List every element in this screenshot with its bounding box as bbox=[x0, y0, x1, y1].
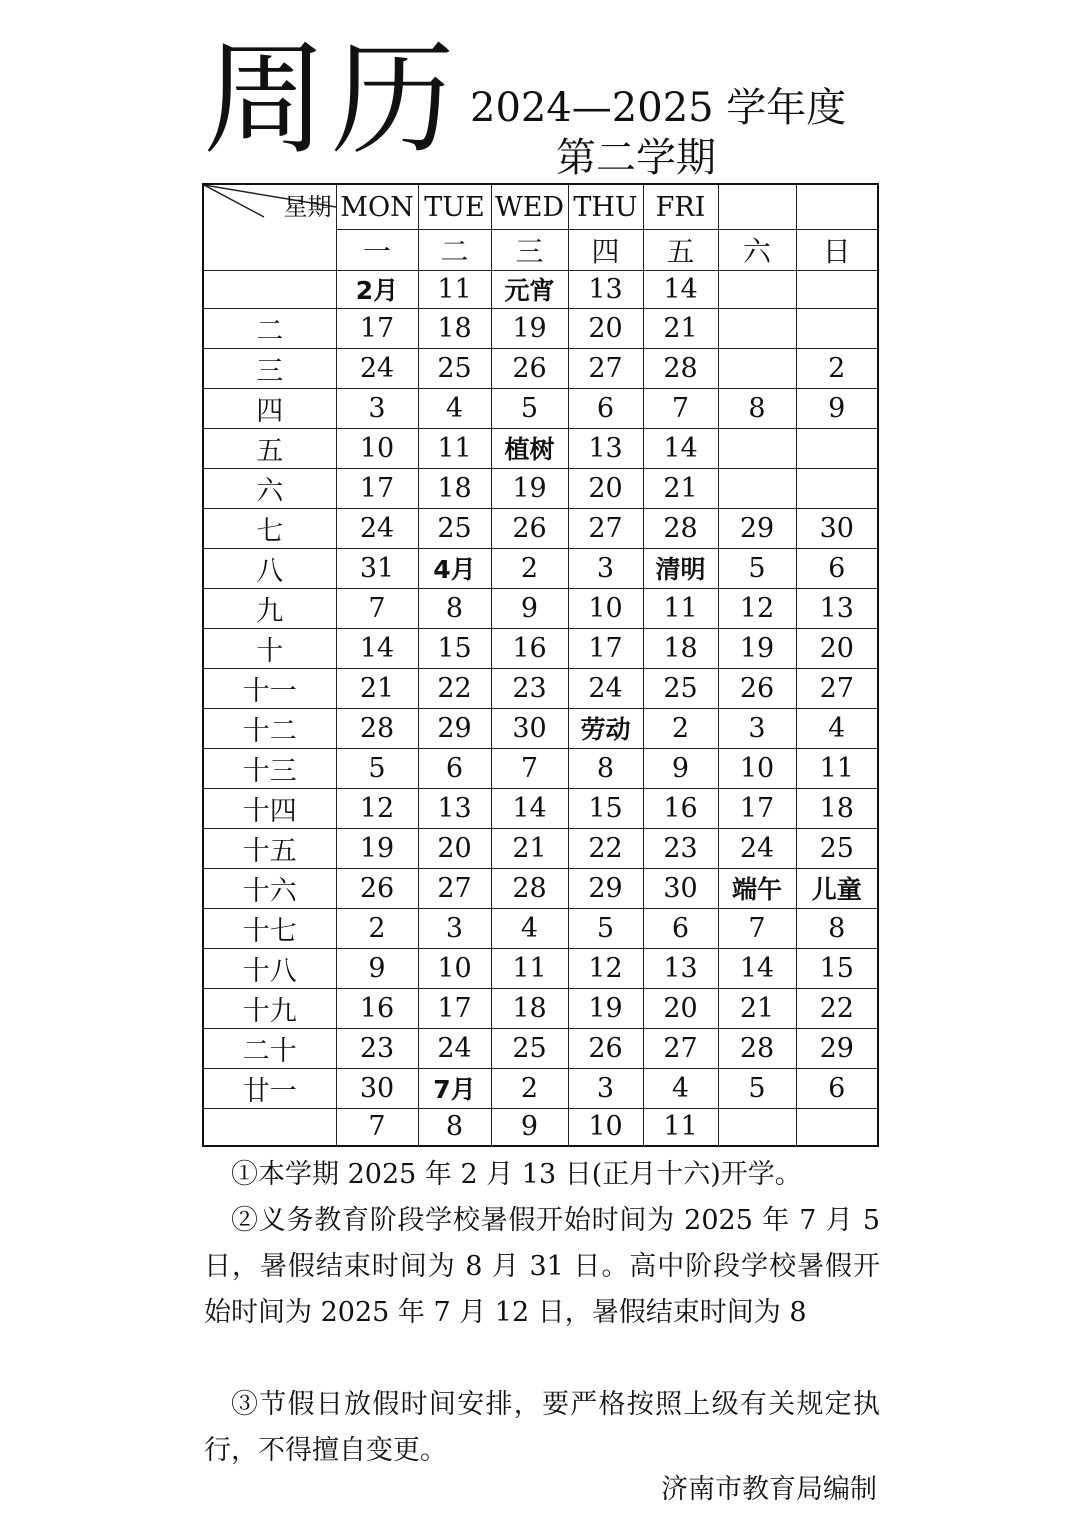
day-cn: 六 bbox=[718, 230, 796, 271]
week-number: 十七 bbox=[203, 908, 336, 948]
date-cell: 30 bbox=[643, 868, 718, 908]
date-cell: 16 bbox=[336, 988, 418, 1028]
date-cell: 22 bbox=[568, 828, 643, 868]
date-cell: 29 bbox=[718, 508, 796, 548]
corner-header bbox=[203, 184, 336, 271]
date-cell: 6 bbox=[568, 388, 643, 428]
date-cell: 9 bbox=[491, 1108, 568, 1146]
week-number bbox=[203, 271, 336, 309]
date-cell: 13 bbox=[643, 948, 718, 988]
note-3: ③节假日放假时间安排，要严格按照上级有关规定执行，不得擅自变更。 bbox=[204, 1389, 880, 1466]
date-cell: 元宵 bbox=[491, 271, 568, 309]
day-cn: 五 bbox=[643, 230, 718, 271]
date-cell bbox=[718, 348, 796, 388]
week-number: 十一 bbox=[203, 668, 336, 708]
date-cell: 14 bbox=[718, 948, 796, 988]
date-cell bbox=[718, 308, 796, 348]
date-cell bbox=[718, 468, 796, 508]
day-cn: 一 bbox=[336, 230, 418, 271]
date-cell: 24 bbox=[568, 668, 643, 708]
date-cell: 25 bbox=[418, 348, 491, 388]
week-number: 七 bbox=[203, 508, 336, 548]
date-cell: 19 bbox=[491, 308, 568, 348]
date-cell: 27 bbox=[568, 508, 643, 548]
date-cell: 4 bbox=[491, 908, 568, 948]
table-row bbox=[203, 428, 878, 468]
date-cell: 19 bbox=[491, 468, 568, 508]
header-row-codes bbox=[203, 184, 878, 230]
date-cell: 23 bbox=[336, 1028, 418, 1068]
date-cell bbox=[718, 1108, 796, 1146]
date-cell: 3 bbox=[568, 1068, 643, 1108]
date-cell: 5 bbox=[491, 388, 568, 428]
day-code bbox=[796, 184, 878, 230]
date-cell: 28 bbox=[718, 1028, 796, 1068]
week-number: 十六 bbox=[203, 868, 336, 908]
day-code: TUE bbox=[418, 184, 491, 230]
week-number: 十 bbox=[203, 628, 336, 668]
date-cell: 24 bbox=[336, 348, 418, 388]
date-cell: 2 bbox=[491, 1068, 568, 1108]
date-cell: 10 bbox=[336, 428, 418, 468]
date-cell: 24 bbox=[418, 1028, 491, 1068]
date-cell: 22 bbox=[796, 988, 878, 1028]
date-cell: 27 bbox=[643, 1028, 718, 1068]
table-row bbox=[203, 308, 878, 348]
note-1: ①本学期 2025 年 2 月 13 日(正月十六)开学。 bbox=[231, 1159, 802, 1190]
day-cn: 三 bbox=[491, 230, 568, 271]
week-number: 十八 bbox=[203, 948, 336, 988]
date-cell: 26 bbox=[491, 348, 568, 388]
date-cell bbox=[718, 271, 796, 309]
date-cell bbox=[796, 428, 878, 468]
date-cell: 2 bbox=[336, 908, 418, 948]
day-code: FRI bbox=[643, 184, 718, 230]
week-number: 十五 bbox=[203, 828, 336, 868]
date-cell: 27 bbox=[568, 348, 643, 388]
date-cell: 3 bbox=[336, 388, 418, 428]
date-cell: 21 bbox=[643, 308, 718, 348]
week-number: 四 bbox=[203, 388, 336, 428]
date-cell: 20 bbox=[568, 468, 643, 508]
week-number: 二十 bbox=[203, 1028, 336, 1068]
date-cell: 17 bbox=[568, 628, 643, 668]
week-number: 九 bbox=[203, 588, 336, 628]
date-cell: 19 bbox=[718, 628, 796, 668]
date-cell: 12 bbox=[336, 788, 418, 828]
date-cell: 31 bbox=[336, 548, 418, 588]
table-row bbox=[203, 948, 878, 988]
date-cell: 3 bbox=[718, 708, 796, 748]
date-cell: 14 bbox=[491, 788, 568, 828]
week-number: 六 bbox=[203, 468, 336, 508]
table-row bbox=[203, 388, 878, 428]
date-cell: 16 bbox=[491, 628, 568, 668]
date-cell: 8 bbox=[418, 588, 491, 628]
date-cell: 18 bbox=[796, 788, 878, 828]
table-row bbox=[203, 668, 878, 708]
date-cell: 9 bbox=[643, 748, 718, 788]
date-cell: 10 bbox=[568, 1108, 643, 1146]
date-cell: 25 bbox=[491, 1028, 568, 1068]
table-row bbox=[203, 828, 878, 868]
week-number: 三 bbox=[203, 348, 336, 388]
date-cell: 7 bbox=[336, 588, 418, 628]
week-number: 十九 bbox=[203, 988, 336, 1028]
date-cell: 12 bbox=[568, 948, 643, 988]
week-number: 十三 bbox=[203, 748, 336, 788]
date-cell: 20 bbox=[643, 988, 718, 1028]
week-number: 廿一 bbox=[203, 1068, 336, 1108]
date-cell: 26 bbox=[718, 668, 796, 708]
date-cell: 植树 bbox=[491, 428, 568, 468]
date-cell: 28 bbox=[336, 708, 418, 748]
date-cell: 13 bbox=[796, 588, 878, 628]
table-row bbox=[203, 1068, 878, 1108]
date-cell: 端午 bbox=[718, 868, 796, 908]
date-cell: 清明 bbox=[643, 548, 718, 588]
date-cell: 15 bbox=[796, 948, 878, 988]
date-cell: 7 bbox=[491, 748, 568, 788]
date-cell: 15 bbox=[418, 628, 491, 668]
week-number bbox=[203, 1108, 336, 1146]
date-cell: 28 bbox=[643, 348, 718, 388]
date-cell: 7月 bbox=[418, 1068, 491, 1108]
date-cell: 5 bbox=[718, 1068, 796, 1108]
date-cell: 11 bbox=[491, 948, 568, 988]
date-cell: 24 bbox=[336, 508, 418, 548]
date-cell: 2月 bbox=[336, 271, 418, 309]
date-cell: 17 bbox=[418, 988, 491, 1028]
table-row bbox=[203, 1108, 878, 1146]
date-cell: 11 bbox=[418, 271, 491, 309]
table-row bbox=[203, 588, 878, 628]
date-cell: 20 bbox=[418, 828, 491, 868]
date-cell: 12 bbox=[718, 588, 796, 628]
date-cell: 9 bbox=[796, 388, 878, 428]
date-cell bbox=[796, 271, 878, 309]
date-cell: 28 bbox=[491, 868, 568, 908]
date-cell: 7 bbox=[336, 1108, 418, 1146]
table-row bbox=[203, 1028, 878, 1068]
date-cell: 儿童 bbox=[796, 868, 878, 908]
date-cell: 16 bbox=[643, 788, 718, 828]
notes bbox=[204, 1152, 880, 1474]
week-number: 五 bbox=[203, 428, 336, 468]
date-cell: 20 bbox=[796, 628, 878, 668]
date-cell: 6 bbox=[796, 1068, 878, 1108]
table-row bbox=[203, 748, 878, 788]
date-cell bbox=[796, 468, 878, 508]
date-cell: 14 bbox=[643, 428, 718, 468]
date-cell: 劳动 bbox=[568, 708, 643, 748]
date-cell: 11 bbox=[418, 428, 491, 468]
date-cell: 11 bbox=[643, 588, 718, 628]
day-cn: 日 bbox=[796, 230, 878, 271]
date-cell: 6 bbox=[643, 908, 718, 948]
table-row bbox=[203, 868, 878, 908]
date-cell: 17 bbox=[336, 468, 418, 508]
date-cell: 19 bbox=[568, 988, 643, 1028]
week-number: 十二 bbox=[203, 708, 336, 748]
date-cell: 4 bbox=[643, 1068, 718, 1108]
day-code: THU bbox=[568, 184, 643, 230]
date-cell: 5 bbox=[336, 748, 418, 788]
term-label: 第二学期 bbox=[556, 135, 716, 181]
table-row bbox=[203, 708, 878, 748]
date-cell: 30 bbox=[336, 1068, 418, 1108]
date-cell: 5 bbox=[718, 548, 796, 588]
corner-label: 星期 bbox=[283, 193, 332, 221]
date-cell: 7 bbox=[643, 388, 718, 428]
date-cell: 8 bbox=[418, 1108, 491, 1146]
table-row bbox=[203, 348, 878, 388]
date-cell: 18 bbox=[418, 468, 491, 508]
date-cell: 25 bbox=[643, 668, 718, 708]
date-cell: 8 bbox=[718, 388, 796, 428]
date-cell: 2 bbox=[491, 548, 568, 588]
date-cell: 21 bbox=[491, 828, 568, 868]
day-cn: 四 bbox=[568, 230, 643, 271]
day-code bbox=[718, 184, 796, 230]
week-number: 八 bbox=[203, 548, 336, 588]
date-cell: 14 bbox=[336, 628, 418, 668]
day-code: WED bbox=[491, 184, 568, 230]
day-cn: 二 bbox=[418, 230, 491, 271]
date-cell: 18 bbox=[418, 308, 491, 348]
date-cell: 17 bbox=[336, 308, 418, 348]
week-number: 二 bbox=[203, 308, 336, 348]
date-cell: 8 bbox=[796, 908, 878, 948]
date-cell: 13 bbox=[568, 428, 643, 468]
date-cell: 4月 bbox=[418, 548, 491, 588]
date-cell: 7 bbox=[718, 908, 796, 948]
date-cell: 27 bbox=[796, 668, 878, 708]
date-cell: 3 bbox=[568, 548, 643, 588]
date-cell: 23 bbox=[491, 668, 568, 708]
table-row bbox=[203, 788, 878, 828]
week-number: 十四 bbox=[203, 788, 336, 828]
date-cell bbox=[718, 428, 796, 468]
date-cell: 22 bbox=[418, 668, 491, 708]
date-cell: 20 bbox=[568, 308, 643, 348]
date-cell: 10 bbox=[568, 588, 643, 628]
date-cell: 17 bbox=[718, 788, 796, 828]
date-cell bbox=[796, 308, 878, 348]
date-cell: 24 bbox=[718, 828, 796, 868]
date-cell: 5 bbox=[568, 908, 643, 948]
date-cell: 13 bbox=[568, 271, 643, 309]
date-cell: 30 bbox=[796, 508, 878, 548]
table-row bbox=[203, 468, 878, 508]
date-cell: 2 bbox=[796, 348, 878, 388]
date-cell: 21 bbox=[643, 468, 718, 508]
date-cell: 18 bbox=[643, 628, 718, 668]
date-cell: 4 bbox=[418, 388, 491, 428]
calendar-body bbox=[203, 271, 878, 1147]
date-cell: 9 bbox=[491, 588, 568, 628]
date-cell: 26 bbox=[336, 868, 418, 908]
date-cell: 9 bbox=[336, 948, 418, 988]
table-row bbox=[203, 271, 878, 309]
date-cell: 2 bbox=[643, 708, 718, 748]
date-cell bbox=[796, 1108, 878, 1146]
table-row bbox=[203, 628, 878, 668]
date-cell: 27 bbox=[418, 868, 491, 908]
table-row bbox=[203, 548, 878, 588]
date-cell: 6 bbox=[796, 548, 878, 588]
date-cell: 25 bbox=[418, 508, 491, 548]
date-cell: 8 bbox=[568, 748, 643, 788]
day-code: MON bbox=[336, 184, 418, 230]
date-cell: 10 bbox=[418, 948, 491, 988]
academic-year: 2024—2025 学年度 bbox=[470, 85, 847, 131]
date-cell: 29 bbox=[796, 1028, 878, 1068]
weekly-calendar-table bbox=[202, 183, 879, 1147]
date-cell: 21 bbox=[336, 668, 418, 708]
table-row bbox=[203, 908, 878, 948]
page-title: 周历 bbox=[203, 28, 460, 172]
date-cell: 29 bbox=[568, 868, 643, 908]
date-cell: 29 bbox=[418, 708, 491, 748]
date-cell: 25 bbox=[796, 828, 878, 868]
date-cell: 11 bbox=[796, 748, 878, 788]
date-cell: 30 bbox=[491, 708, 568, 748]
date-cell: 19 bbox=[336, 828, 418, 868]
date-cell: 26 bbox=[568, 1028, 643, 1068]
date-cell: 4 bbox=[796, 708, 878, 748]
table-row bbox=[203, 988, 878, 1028]
date-cell: 6 bbox=[418, 748, 491, 788]
date-cell: 15 bbox=[568, 788, 643, 828]
date-cell: 26 bbox=[491, 508, 568, 548]
note-2: ②义务教育阶段学校暑假开始时间为 2025 年 7 月 5 日，暑假结束时间为 8 月 31 日。高中阶段学校暑假开始时间为 2025 年 7 月 12 日，暑假结束时间为 8 bbox=[204, 1205, 880, 1328]
table-row bbox=[203, 508, 878, 548]
date-cell: 18 bbox=[491, 988, 568, 1028]
date-cell: 11 bbox=[643, 1108, 718, 1146]
date-cell: 10 bbox=[718, 748, 796, 788]
date-cell: 3 bbox=[418, 908, 491, 948]
date-cell: 23 bbox=[643, 828, 718, 868]
date-cell: 13 bbox=[418, 788, 491, 828]
date-cell: 14 bbox=[643, 271, 718, 309]
date-cell: 28 bbox=[643, 508, 718, 548]
publisher-credit: 济南市教育局编制 bbox=[661, 1474, 877, 1505]
date-cell: 21 bbox=[718, 988, 796, 1028]
